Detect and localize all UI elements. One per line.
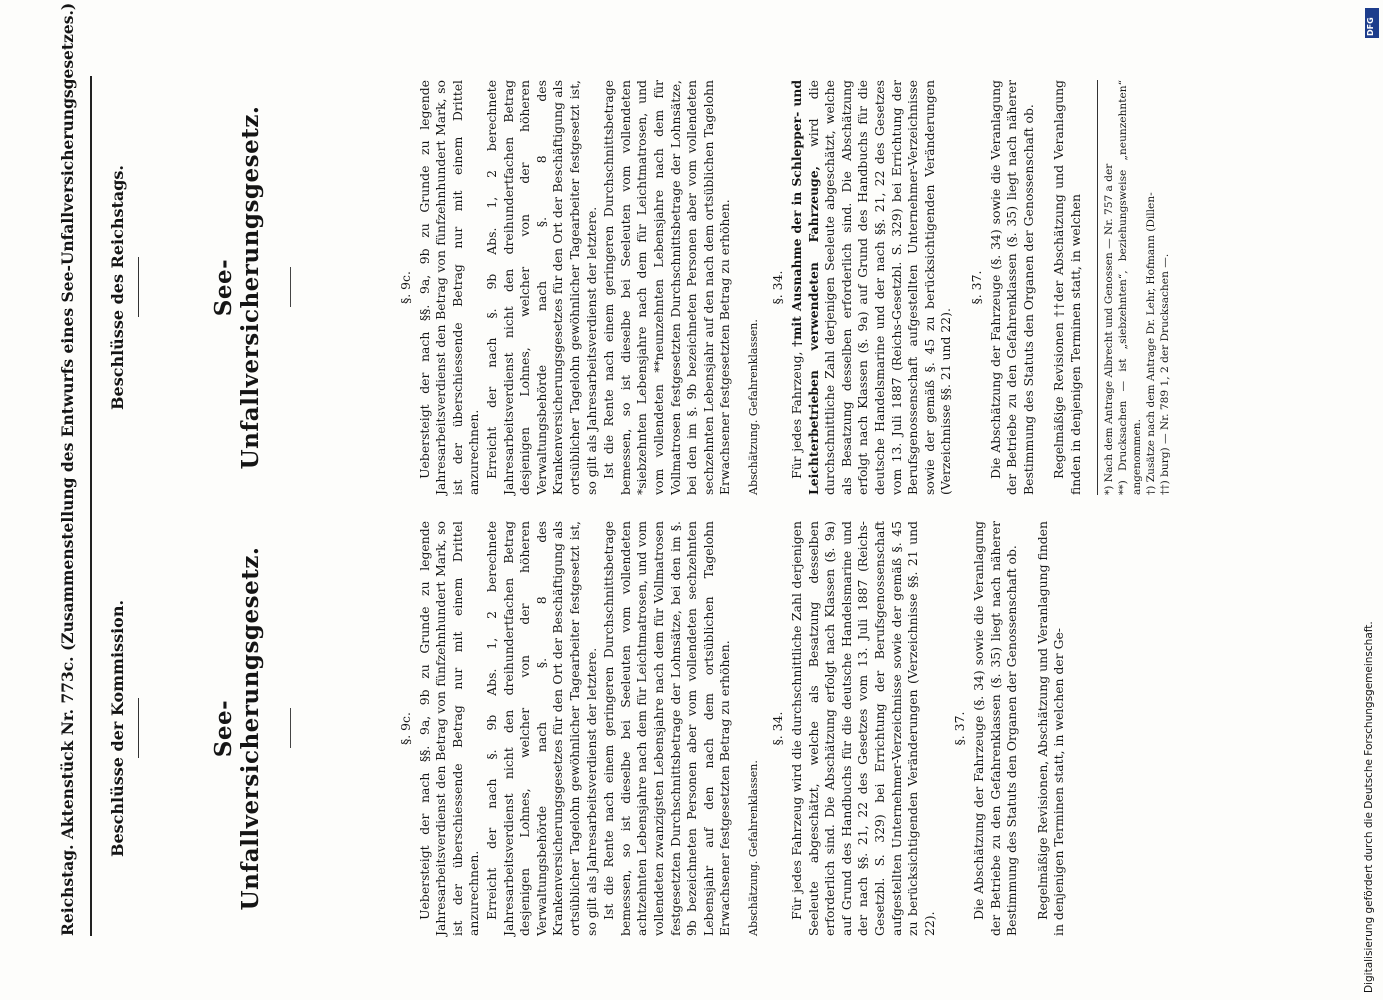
running-header — [58, 2, 86, 936]
section-9c-paragraph-3: Ist die Rente nach einem geringeren Durchschnittsbetrage bemessen, so ist dieselbe bei Seeleuten vom vollendeten *siebzehnten Lebensjahre nach dem für Leichtmatrosen, und vom vollendeten **neunzehnten Lebensjahre nach dem für Vollmatrosen festgesetzten Durchschnittsbetrage der Lohnsätze, bei den im §. 9b bezeichneten Personen aber vom vollendeten sechzehnten Lebensjahr auf den nach dem ortsüblichen Tagelohn Erwachsener festgesetzten Betrag zu erhöhen. — [601, 80, 733, 495]
digitization-note — [1363, 8, 1377, 993]
section-9c-paragraph-1: Uebersteigt der nach §§. 9a, 9b zu Grunde zu legende Jahresarbeitsverdienst den Betrag von fünfzehnhundert Mark, so ist der überschiessende Betrag nur mit einem Drittel anzurechnen. — [416, 80, 482, 495]
section-34-heading: §. 34. — [770, 711, 786, 746]
column-heading-reichstag: Beschlüsse des Reichstags. — [108, 165, 127, 410]
footnote-3: †) Zusätze nach dem Antrage Dr. Lehr, Hofmann (Dillen- — [1144, 192, 1157, 495]
footnote-1: *) Nach dem Antrage Albrecht und Genossen — Nr. 757 a der — [1102, 163, 1115, 495]
digitization-note-text: Digitalisierung gefördert durch die Deutsche Forschungsgemeinschaft. — [1363, 621, 1375, 993]
heading-rule-right — [138, 257, 139, 317]
footnote-4: ††) burg) — Nr. 789 1, 2 der Drucksachen —. — [1158, 253, 1171, 495]
title-rule-left — [290, 708, 291, 748]
law-title-right: See-Unfallversicherungsgesetz. — [210, 105, 264, 470]
section-34-paragraph: Für jedes Fahrzeug wird die durchschnittliche Zahl derjenigen Seeleute abgeschätzt, welche als Besatzung desselben erforderlich sind. Die Abschätzung erfolgt nach Klassen (§. 9a) auf Grund des Handbuchs für die deutsche Handelsmarine und der nach §§. 21, 22 des Gesetzes vom 13. Juli 1887 (Reichs-Gesetzbl. S. 329) bei Errichtung der Berufsgenossenschaft aufgestellten Unternehmer-Verzeichnisse sowie der gemäß §. 45 zu berücksichtigenden Veränderungen (Verzeichnisse §§. 21 und 22). — [789, 521, 937, 936]
continuation-paragraph: Regelmäßige Revisionen, Abschätzung und Veranlagung finden in denjenigen Terminen statt, in welchen der Ge- — [1034, 521, 1067, 936]
continuation-paragraph: Regelmäßige Revisionen ††der Abschätzung und Veranlagung finden in denjenigen Terminen statt, in welchen — [1051, 80, 1083, 495]
section-34-heading: §. 34. — [770, 270, 786, 305]
section-34-rest: wird die durchschnittliche Zahl derjenigen Seeleute abgeschätzt, welche als Besatzung desselben erforderlich sind. Die Abschätzung erfolgt nach Klassen (§. 9a) auf Grund des Handbuchs für die deutsche Handelsmarine und der nach §§. 21, 22 des Gesetzes vom 13. Juli 1887 (Reichs-Gesetzbl. S. 329) bei Errichtung der Berufsgenossenschaft aufgestellten Unternehmer-Verzeichnisse sowie der gemäß §. 45 zu berücksichtigenden Veränderungen (Verzeichnisse §§. 21 und 22). — [805, 80, 954, 495]
section-9c-paragraph-2: Erreicht der nach §. 9b Abs. 1, 2 berechnete Jahresarbeitsverdienst nicht den dreihundertfachen Betrag desjenigen Lohnes, welcher von der höheren Verwaltungsbehörde nach §. 8 des Krankenversicherungsgesetzes für den Ort der Beschäftigung als ortsüblicher Tagelohn gewöhnlicher Tagearbeiter festgesetzt ist, so gilt als Jahresarbeitsverdienst der letztere. — [483, 521, 599, 936]
section-34-amendment: †mit Ausnahme der in Schlepper- und Leichterbetrieben verwendeten Fahrzeuge, — [789, 79, 821, 495]
column-heading-commission: Beschlüsse der Kommission. — [108, 599, 127, 858]
section-34-lead: Für jedes Fahrzeug, — [789, 346, 805, 479]
section-37-heading: §. 37. — [952, 711, 968, 746]
dfg-logo-text: DFG — [1366, 17, 1375, 36]
law-title-left: See-Unfallversicherungsgesetz. — [210, 546, 264, 911]
margin-caption: Abschätzung. Gefahrenklassen. — [746, 760, 760, 936]
section-9c-paragraph-3: Ist die Rente nach einem geringeren Durchschnittsbetrage bemessen, so ist dieselbe bei Seeleuten vom vollendeten achtzehnten Lebensjahre nach dem für Leichtmatrosen, und vom vollendeten zwanzigsten Lebensjahre nach dem für Vollmatrosen festgesetzten Durchschnittsbetrage der Lohnsätze, bei den im §. 9b bezeichneten Personen aber vom vollendeten sechzehnten Lebensjahr auf den nach dem ortsüblichen Tagelohn Erwachsener festgesetzten Betrag zu erhöhen. — [601, 521, 733, 936]
column-reichstag — [390, 80, 1172, 495]
section-9c-heading: §. 9c. — [398, 712, 413, 745]
margin-caption: Abschätzung. Gefahrenklassen. — [746, 319, 760, 495]
section-9c-paragraph-2: Erreicht der nach §. 9b Abs. 1, 2 berechnete Jahresarbeitsverdienst nicht den dreihundertfachen Betrag desjenigen Lohnes, welcher von der höheren Verwaltungsbehörde nach §. 8 des Krankenversicherungsgesetzes für den Ort der Beschäftigung als ortsüblicher Tagelohn gewöhnlicher Tagearbeiter festgesetzt ist, so gilt als Jahresarbeitsverdienst der letztere. — [483, 80, 599, 495]
header-title: Reichstag. Aktenstück Nr. 773c. (Zusammenstellung des Entwurfs eines See-Unfallversicherungsgesetzes.) — [58, 2, 77, 936]
footnotes — [1097, 80, 1172, 495]
section-37-paragraph: Die Abschätzung der Fahrzeuge (§. 34) sowie die Veranlagung der Betriebe zu den Gefahrenklassen (§. 35) liegt nach näherer Bestimmung des Statuts den Organen der Genossenschaft ob. — [987, 80, 1036, 495]
section-34-paragraph — [789, 80, 955, 495]
heading-rule-left — [138, 698, 139, 758]
section-9c-paragraph-1: Uebersteigt der nach §§. 9a, 9b zu Grunde zu legende Jahresarbeitsverdienst den Betrag von fünfzehnhundert Mark, so ist der überschiessende Betrag nur mit einem Drittel anzurechnen. — [416, 521, 482, 936]
section-37-heading: §. 37. — [969, 270, 984, 305]
footnote-2: **) Drucksachen — ist „siebzehnten“, beziehungsweise „neunzehnten“ angenommen. — [1116, 80, 1143, 495]
header-rule — [90, 76, 92, 936]
column-commission — [390, 521, 1069, 936]
title-rule-right — [290, 267, 291, 307]
section-9c-heading: §. 9c. — [398, 271, 413, 304]
section-37-paragraph: Die Abschätzung der Fahrzeuge (§. 34) sowie die Veranlagung der Betriebe zu den Gefahrenklassen (§. 35) liegt nach näherer Bestimmung des Statuts den Organen der Genossenschaft ob. — [971, 521, 1020, 936]
